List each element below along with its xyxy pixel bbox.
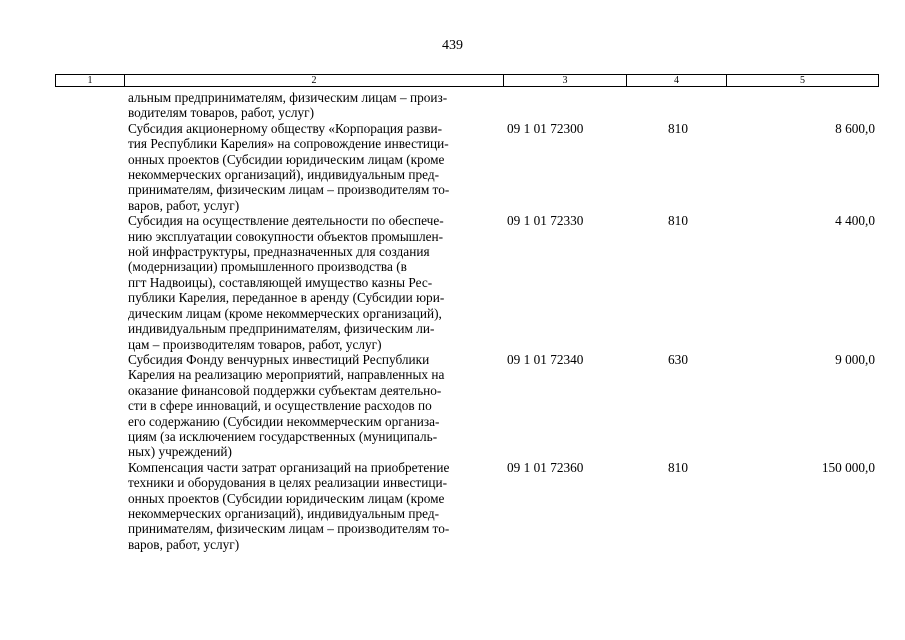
- description-line: Карелия на реализацию мероприятий, направленных на: [128, 367, 445, 383]
- description-line: онных проектов (Субсидии юридическим лицам (кроме: [128, 490, 445, 506]
- description-line: пгт Надвоицы), составляющей имущество казны Рес-: [128, 274, 433, 290]
- row-description: [128, 121, 498, 213]
- row-description: [128, 352, 498, 460]
- row-description: [128, 460, 498, 552]
- description-line: Субсидия на осуществление деятельности по обеспече-: [128, 213, 444, 229]
- description-line: нию эксплуатации совокупности объектов промышлен-: [128, 228, 444, 244]
- description-line: альным предпринимателям, физическим лицам – произ-: [128, 90, 448, 105]
- description-line: дическим лицам (кроме некоммерческих организаций),: [128, 305, 442, 321]
- table-body: [0, 90, 905, 552]
- table-header: [55, 74, 879, 87]
- row-description: [128, 90, 498, 121]
- description-line: варов, работ, услуг): [128, 197, 240, 213]
- column-header-3: 3: [504, 75, 627, 86]
- column-header-1: 1: [56, 75, 125, 86]
- description-line: принимателям, физическим лицам – производителям то-: [128, 182, 450, 198]
- row-target-code: 09 1 01 72330: [507, 213, 584, 229]
- row-target-code: 09 1 01 72340: [507, 351, 584, 367]
- description-line: Субсидия Фонду венчурных инвестиций Республики: [128, 351, 430, 367]
- description-line: водителям товаров, работ, услуг): [128, 105, 315, 121]
- description-line: его содержанию (Субсидии некоммерческим организа-: [128, 413, 440, 429]
- description-line: Субсидия акционерному обществу «Корпорация разви-: [128, 120, 443, 136]
- description-line: оказание финансовой поддержки субъектам деятельно-: [128, 382, 442, 398]
- row-description: [128, 213, 498, 352]
- description-line: принимателям, физическим лицам – производителям то-: [128, 521, 450, 537]
- column-header-5: 5: [800, 75, 805, 86]
- table-row: [0, 213, 905, 352]
- description-line: техники и оборудования в целях реализации инвестици-: [128, 475, 448, 491]
- description-line: ной инфраструктуры, предназначенных для создания: [128, 244, 430, 260]
- table-row: [0, 352, 905, 460]
- column-header-4: 4: [627, 75, 727, 86]
- description-line: сти в сфере инноваций, и осуществление расходов по: [128, 398, 432, 414]
- description-line: варов, работ, услуг): [128, 536, 240, 552]
- row-amount: 9 000,0: [835, 351, 875, 367]
- description-line: индивидуальным предпринимателям, физическим ли-: [128, 321, 435, 337]
- row-target-code: 09 1 01 72360: [507, 459, 584, 475]
- row-expense-type: 810: [668, 120, 688, 136]
- table-row: [0, 90, 905, 121]
- description-line: публики Карелия, переданное в аренду (Субсидии юри-: [128, 290, 445, 306]
- table-row: [0, 460, 905, 552]
- page-number: 439: [442, 38, 463, 53]
- description-line: ных) учреждений): [128, 444, 232, 460]
- description-line: циям (за исключением государственных (муниципаль-: [128, 428, 438, 444]
- row-expense-type: 810: [668, 213, 688, 229]
- description-line: некоммерческих организаций), индивидуальным пред-: [128, 167, 440, 183]
- column-header-2: 2: [125, 75, 504, 86]
- description-line: тия Республики Карелия» на сопровождение инвестици-: [128, 136, 449, 152]
- row-amount: 150 000,0: [821, 459, 875, 475]
- row-expense-type: 630: [668, 351, 688, 367]
- description-line: Компенсация части затрат организаций на приобретение: [128, 459, 450, 475]
- description-line: (модернизации) промышленного производства (в: [128, 259, 407, 275]
- description-line: некоммерческих организаций), индивидуальным пред-: [128, 505, 440, 521]
- table-row: [0, 121, 905, 213]
- description-line: цам – производителям товаров, работ, услуг): [128, 336, 382, 352]
- row-amount: 4 400,0: [835, 213, 875, 229]
- row-amount: 8 600,0: [835, 120, 875, 136]
- row-target-code: 09 1 01 72300: [507, 120, 584, 136]
- description-line: онных проектов (Субсидии юридическим лицам (кроме: [128, 151, 445, 167]
- row-expense-type: 810: [668, 459, 688, 475]
